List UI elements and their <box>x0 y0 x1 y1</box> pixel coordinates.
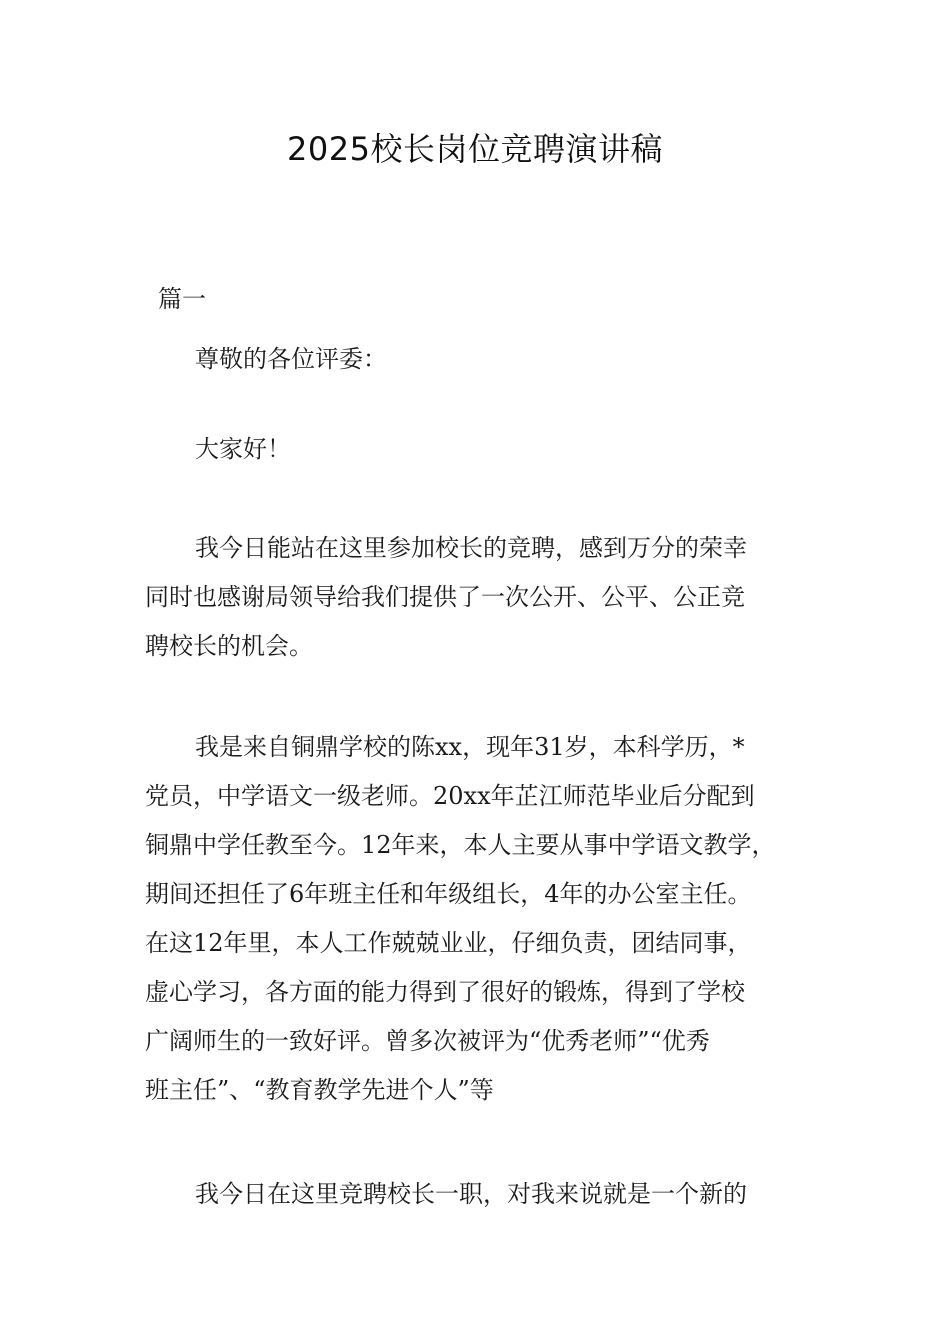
paragraph-line: 虚心学习，各方面的能力得到了很好的锻炼，得到了学校 <box>145 978 745 1006</box>
paragraph-line: 聘校长的机会。 <box>145 632 313 660</box>
greeting-paragraph <box>145 425 817 474</box>
section-label: 篇一 <box>158 285 206 313</box>
paragraph-line: 班主任”、“教育教学先进个人”等 <box>145 1076 494 1104</box>
paragraph-line: 在这12年里，本人工作兢兢业业，仔细负责，团结同事， <box>145 929 752 957</box>
document-title: 2025校长岗位竞聘演讲稿 <box>287 130 663 168</box>
paragraph-3 <box>145 1170 817 1219</box>
greeting-line: 大家好！ <box>195 435 291 463</box>
paragraph-line: 我今日能站在这里参加校长的竞聘，感到万分的荣幸 <box>195 534 747 562</box>
paragraph-line: 我是来自铜鼎学校的陈xx，现年31岁，本科学历，* <box>195 733 745 761</box>
salutation-line: 尊敬的各位评委： <box>195 345 387 373</box>
paragraph-line: 我今日在这里竞聘校长一职，对我来说就是一个新的 <box>195 1180 747 1208</box>
salutation-paragraph <box>145 335 817 384</box>
paragraph-1 <box>145 524 817 671</box>
paragraph-2 <box>145 723 817 1115</box>
paragraph-line: 广阔师生的一致好评。曾多次被评为“优秀老师”“优秀 <box>145 1027 710 1055</box>
paragraph-line: 铜鼎中学任教至今。12年来，本人主要从事中学语文教学， <box>145 831 776 859</box>
paragraph-line: 期间还担任了6年班主任和年级组长，4年的办公室主任。 <box>145 880 752 908</box>
paragraph-line: 党员，中学语文一级老师。20xx年芷江师范毕业后分配到 <box>145 782 755 810</box>
paragraph-line: 同时也感谢局领导给我们提供了一次公开、公平、公正竞 <box>145 583 745 611</box>
